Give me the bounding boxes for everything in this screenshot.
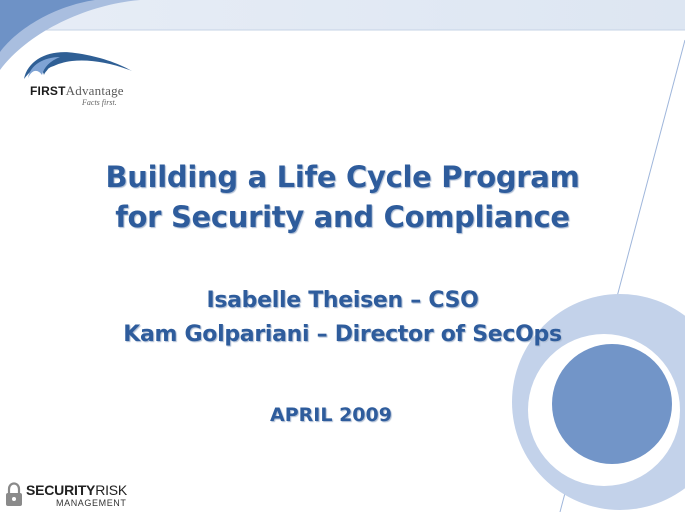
lock-icon [4, 482, 24, 508]
presentation-date: APRIL 2009 [270, 404, 392, 426]
title-line-2: for Security and Compliance [115, 200, 570, 234]
security-risk-wordmark [26, 482, 127, 498]
presenter-1: Isabelle Theisen – CSO [206, 288, 479, 313]
security-text: SECURITY [26, 482, 96, 498]
first-advantage-logo [20, 45, 140, 115]
title-line-1: Building a Life Cycle Program [105, 160, 580, 194]
security-risk-management-logo [4, 482, 164, 512]
management-text: MANAGEMENT [56, 498, 127, 508]
first-advantage-wordmark [30, 83, 124, 99]
wave-swoosh-icon [20, 45, 140, 85]
presenters [0, 284, 685, 352]
first-text: FIRST [30, 84, 66, 98]
slide-title [0, 157, 685, 237]
risk-text: RISK [95, 482, 128, 498]
presenter-2: Kam Golpariani – Director of SecOps [123, 322, 562, 347]
advantage-text: Advantage [65, 83, 124, 98]
first-advantage-tagline: Facts first. [82, 98, 117, 107]
